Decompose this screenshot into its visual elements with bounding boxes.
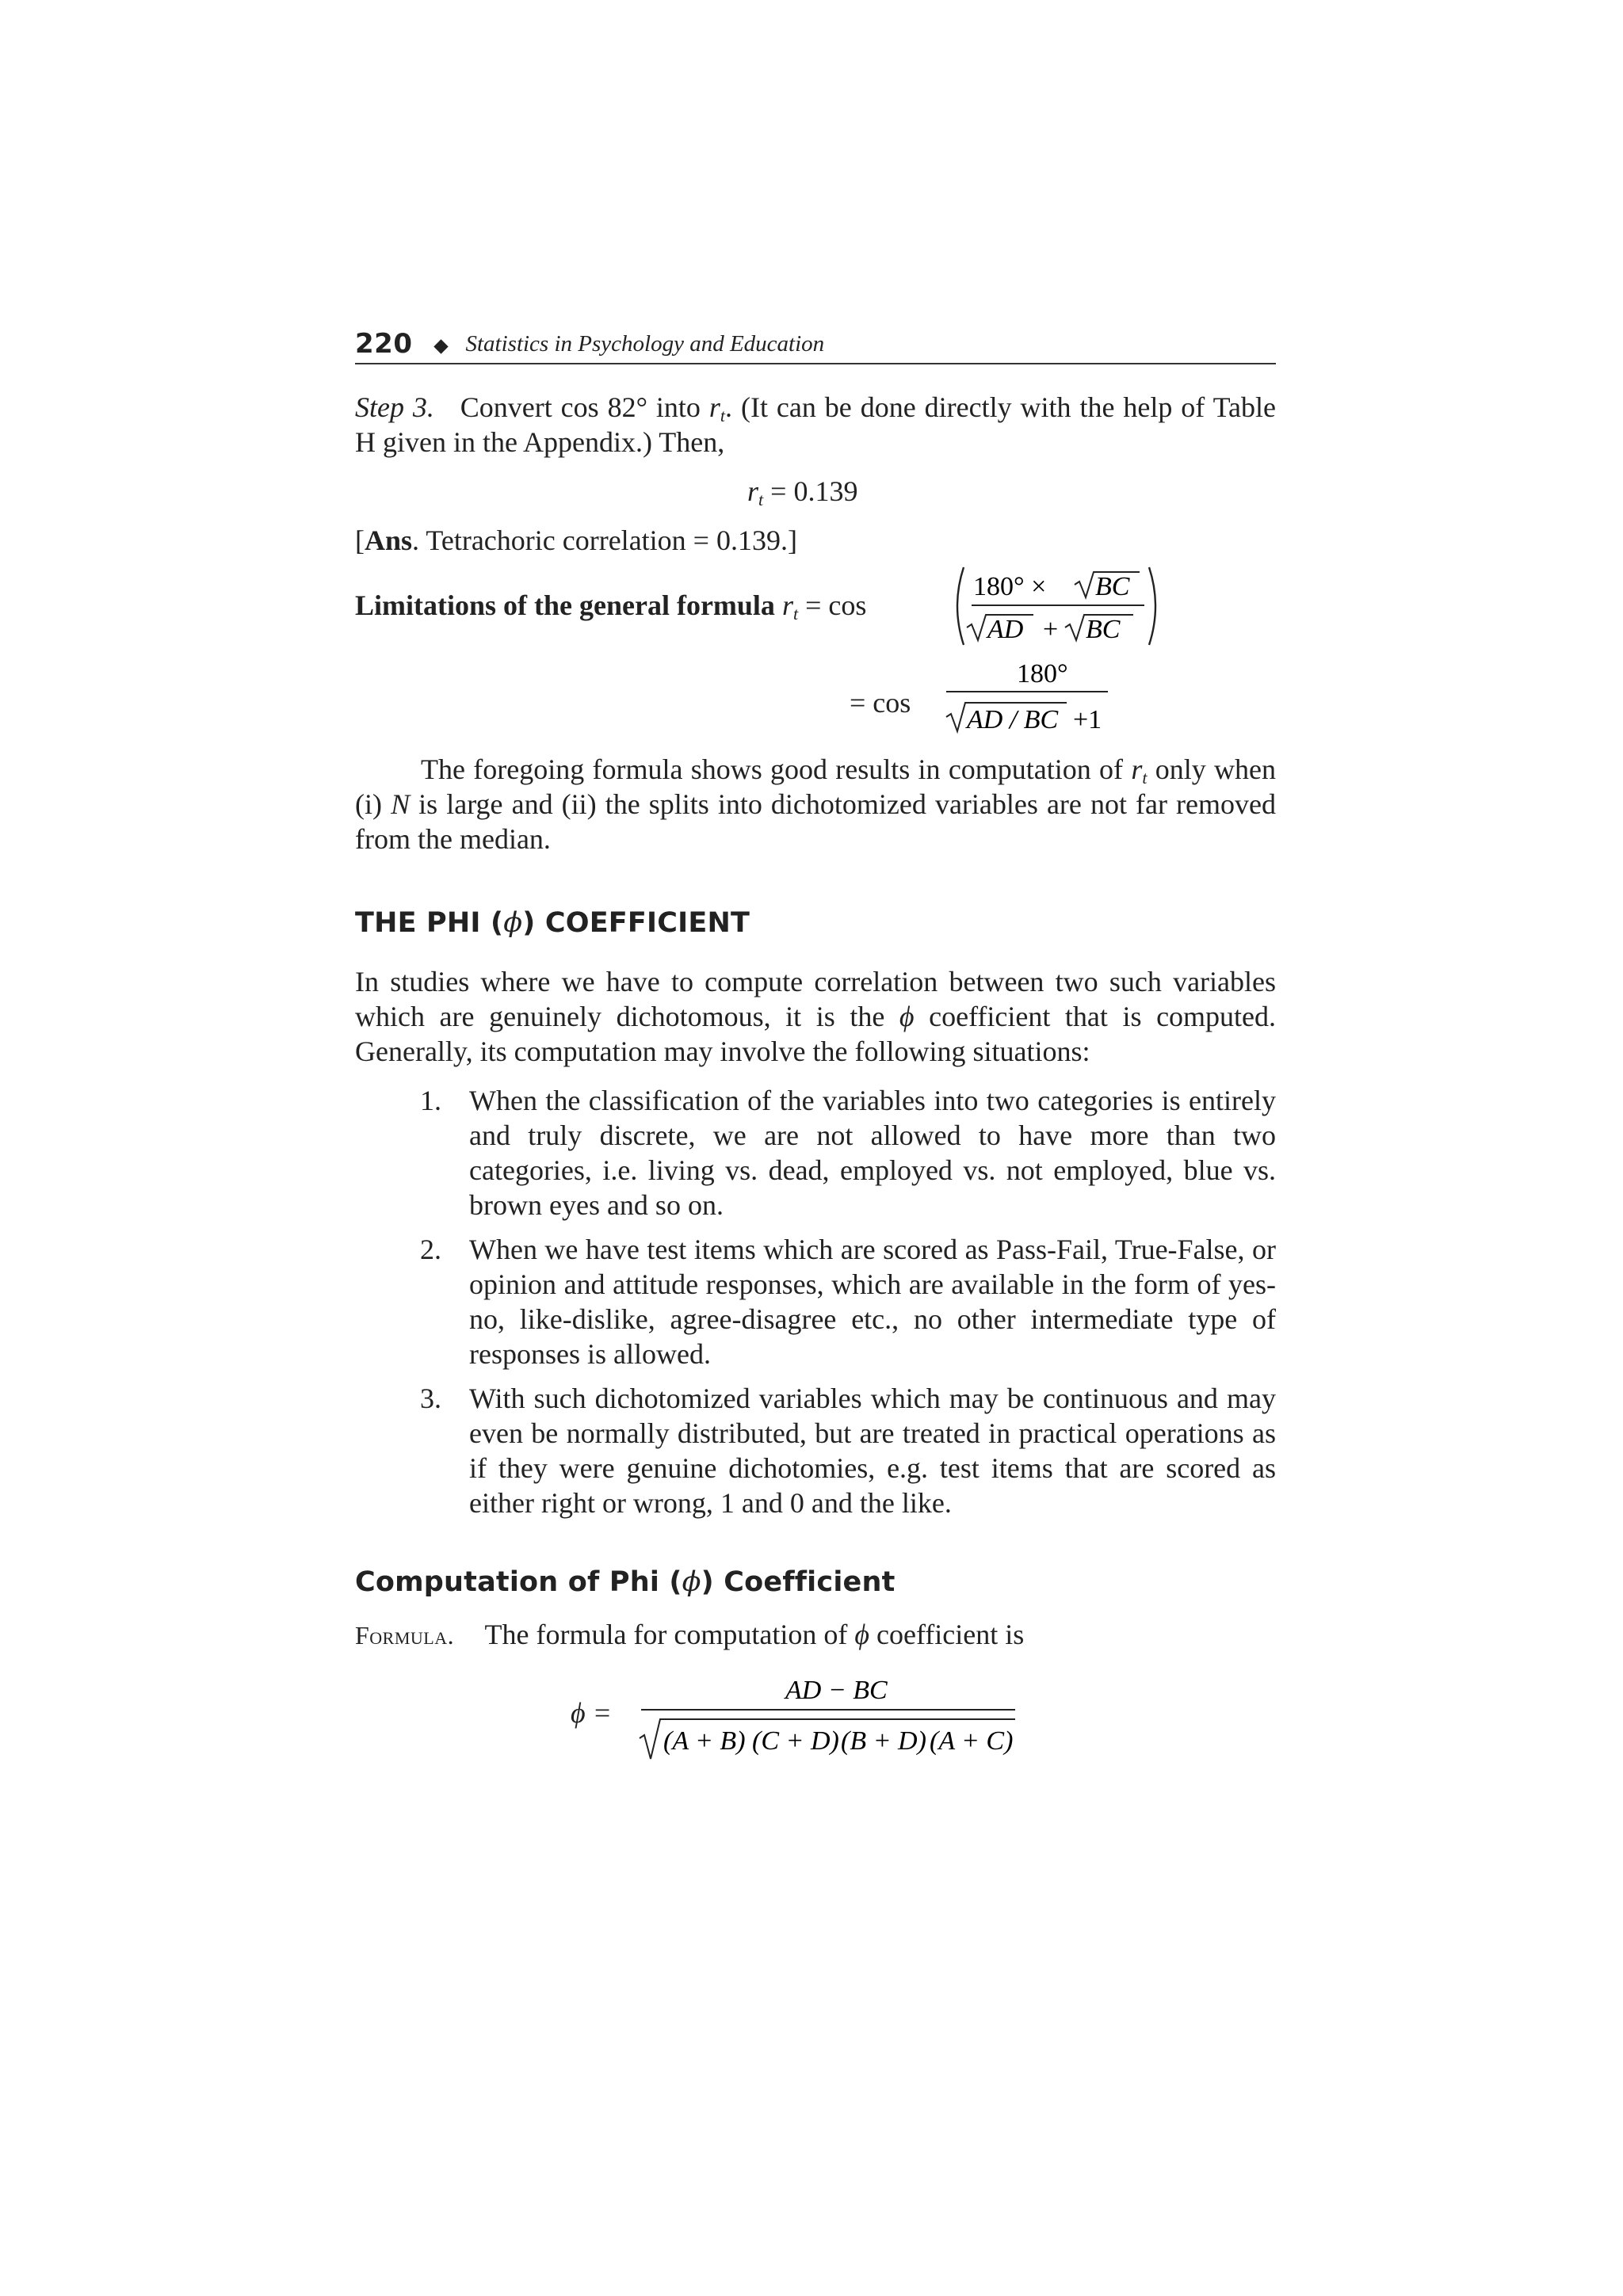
step-var-sub: t: [720, 406, 726, 425]
phi-heading-symbol: ϕ: [503, 907, 523, 939]
step-var: r: [708, 391, 720, 423]
foregoing-var-sub: t: [1142, 768, 1148, 788]
phi-factor-4: (A + C): [930, 1726, 1014, 1756]
foregoing-paragraph: [355, 752, 1276, 856]
limitations-block: [355, 563, 1276, 741]
computation-heading-symbol: ϕ: [682, 1566, 701, 1598]
book-page: [355, 317, 1276, 1772]
situations-list: [355, 1083, 1276, 1520]
phi-intro-symbol: ϕ: [899, 1001, 915, 1032]
limitations-eq: =: [805, 589, 822, 621]
list-item-text: When the classification of the variables into two categories is entirely and truly discrete, we are not allowed to have more than two categories, i.e. living vs. dead, employed vs. not employed, blue vs. brown eyes and so on.: [469, 1085, 1276, 1221]
list-item: [355, 1232, 1276, 1371]
phi-intro-a: In studies where we have to compute correlation between two such variables which are genuinely dichotomous, it is the: [355, 966, 1276, 1032]
limitations-fraction-2: [941, 654, 1155, 741]
fraction-1-num-bc: BC: [1095, 572, 1130, 601]
fraction-1-den-plus: +: [1043, 615, 1059, 644]
fraction-1-num-text: 180° ×: [973, 572, 1047, 601]
phi-intro-paragraph: [355, 964, 1276, 1069]
list-item-number: 3.: [420, 1383, 441, 1414]
answer-open-bracket: [: [355, 524, 365, 556]
step-text-a: Convert cos 82° into: [460, 391, 701, 423]
limitations-fraction-1: [949, 563, 1163, 650]
running-head: [355, 317, 1276, 364]
list-item-text: When we have test items which are scored as Pass-Fail, True-False, or opinion and attitude responses, which are available in the form of yes-no, like-dislike, agree-disagree etc., no other intermediate type of responses is allowed.: [469, 1234, 1276, 1370]
formula-intro-line: [355, 1617, 1276, 1653]
list-item: [355, 1381, 1276, 1520]
book-title: Statistics in Psychology and Education: [465, 331, 825, 357]
foregoing-var: r: [1131, 753, 1143, 785]
phi-formula-fraction: [636, 1669, 1048, 1772]
fraction-2-num: 180°: [1017, 659, 1068, 688]
page-number: 220: [355, 328, 413, 360]
foregoing-n: N: [391, 788, 411, 820]
formula-label: Formula.: [355, 1621, 455, 1650]
left-paren: [957, 567, 964, 645]
limitations-line: [355, 588, 866, 623]
limitations-line-2-eq: = cos: [850, 687, 911, 719]
limitations-label: Limitations of the general formula: [355, 589, 775, 621]
phi-factor-1: (A + B): [663, 1726, 746, 1756]
formula-phi-symbol: ϕ: [854, 1619, 869, 1650]
foregoing-text-a: The foregoing formula shows good results in computation of: [421, 753, 1124, 785]
list-item-text: With such dichotomized variables which may be continuous and may even be normally distributed, but are treated in practical operations as if they were genuine dichotomies, e.g. test items that are scored as either right or wrong, 1 and 0 and the like.: [469, 1383, 1276, 1519]
result-rhs: = 0.139: [770, 475, 858, 507]
limitations-var: r: [781, 589, 793, 621]
page-body: [355, 390, 1276, 1772]
phi-formula-lhs: ϕ =: [571, 1697, 612, 1729]
formula-text-a: The formula for computation of: [484, 1619, 848, 1650]
computation-heading-b: ) Coefficient: [701, 1566, 896, 1598]
phi-section-heading: [355, 906, 1276, 940]
phi-heading-b: ) COEFFICIENT: [522, 907, 750, 939]
answer-text: . Tetrachoric correlation = 0.139.]: [412, 524, 797, 556]
step-label: Step 3.: [355, 391, 434, 423]
phi-formula-block: [355, 1669, 1276, 1772]
foregoing-text-b: only when (i): [355, 753, 1277, 820]
fraction-1-den-bc: BC: [1086, 615, 1121, 644]
limitations-var-sub: t: [792, 604, 799, 624]
phi-heading-a: THE PHI (: [355, 907, 504, 939]
list-item-number: 2.: [420, 1234, 441, 1265]
phi-intro-b: coefficient that is computed. Generally, its computation may involve the following situations:: [355, 1001, 1277, 1067]
phi-formula-numerator: AD − BC: [785, 1676, 888, 1705]
fraction-1-den-ad: AD: [987, 615, 1024, 644]
limitations-cos: cos: [828, 589, 867, 621]
phi-factor-3: (B + D): [841, 1726, 926, 1756]
list-item: [355, 1083, 1276, 1222]
fraction-2-den: AD / BC: [967, 705, 1059, 734]
foregoing-text-c: is large and (ii) the splits into dichotomized variables are not far removed from the median.: [355, 788, 1277, 855]
result-var: r: [747, 475, 759, 507]
fraction-2-den-tail: +1: [1073, 705, 1102, 734]
answer-bold: Ans: [365, 524, 413, 556]
computation-heading: [355, 1565, 1276, 1600]
phi-factor-2: (C + D): [752, 1726, 839, 1756]
formula-text-b: coefficient is: [876, 1619, 1025, 1650]
step-text-b: . (It can be done directly with the help of Table H given in the Appendix.) Then,: [355, 391, 1277, 458]
computation-heading-a: Computation of Phi (: [355, 1566, 682, 1598]
answer-line: [355, 523, 1276, 558]
list-item-number: 1.: [420, 1085, 441, 1116]
result-var-sub: t: [758, 490, 764, 509]
step-3-paragraph: [355, 390, 1276, 460]
diamond-bullet-icon: [434, 339, 449, 353]
result-equation: [355, 474, 1276, 509]
right-paren: [1149, 567, 1155, 645]
